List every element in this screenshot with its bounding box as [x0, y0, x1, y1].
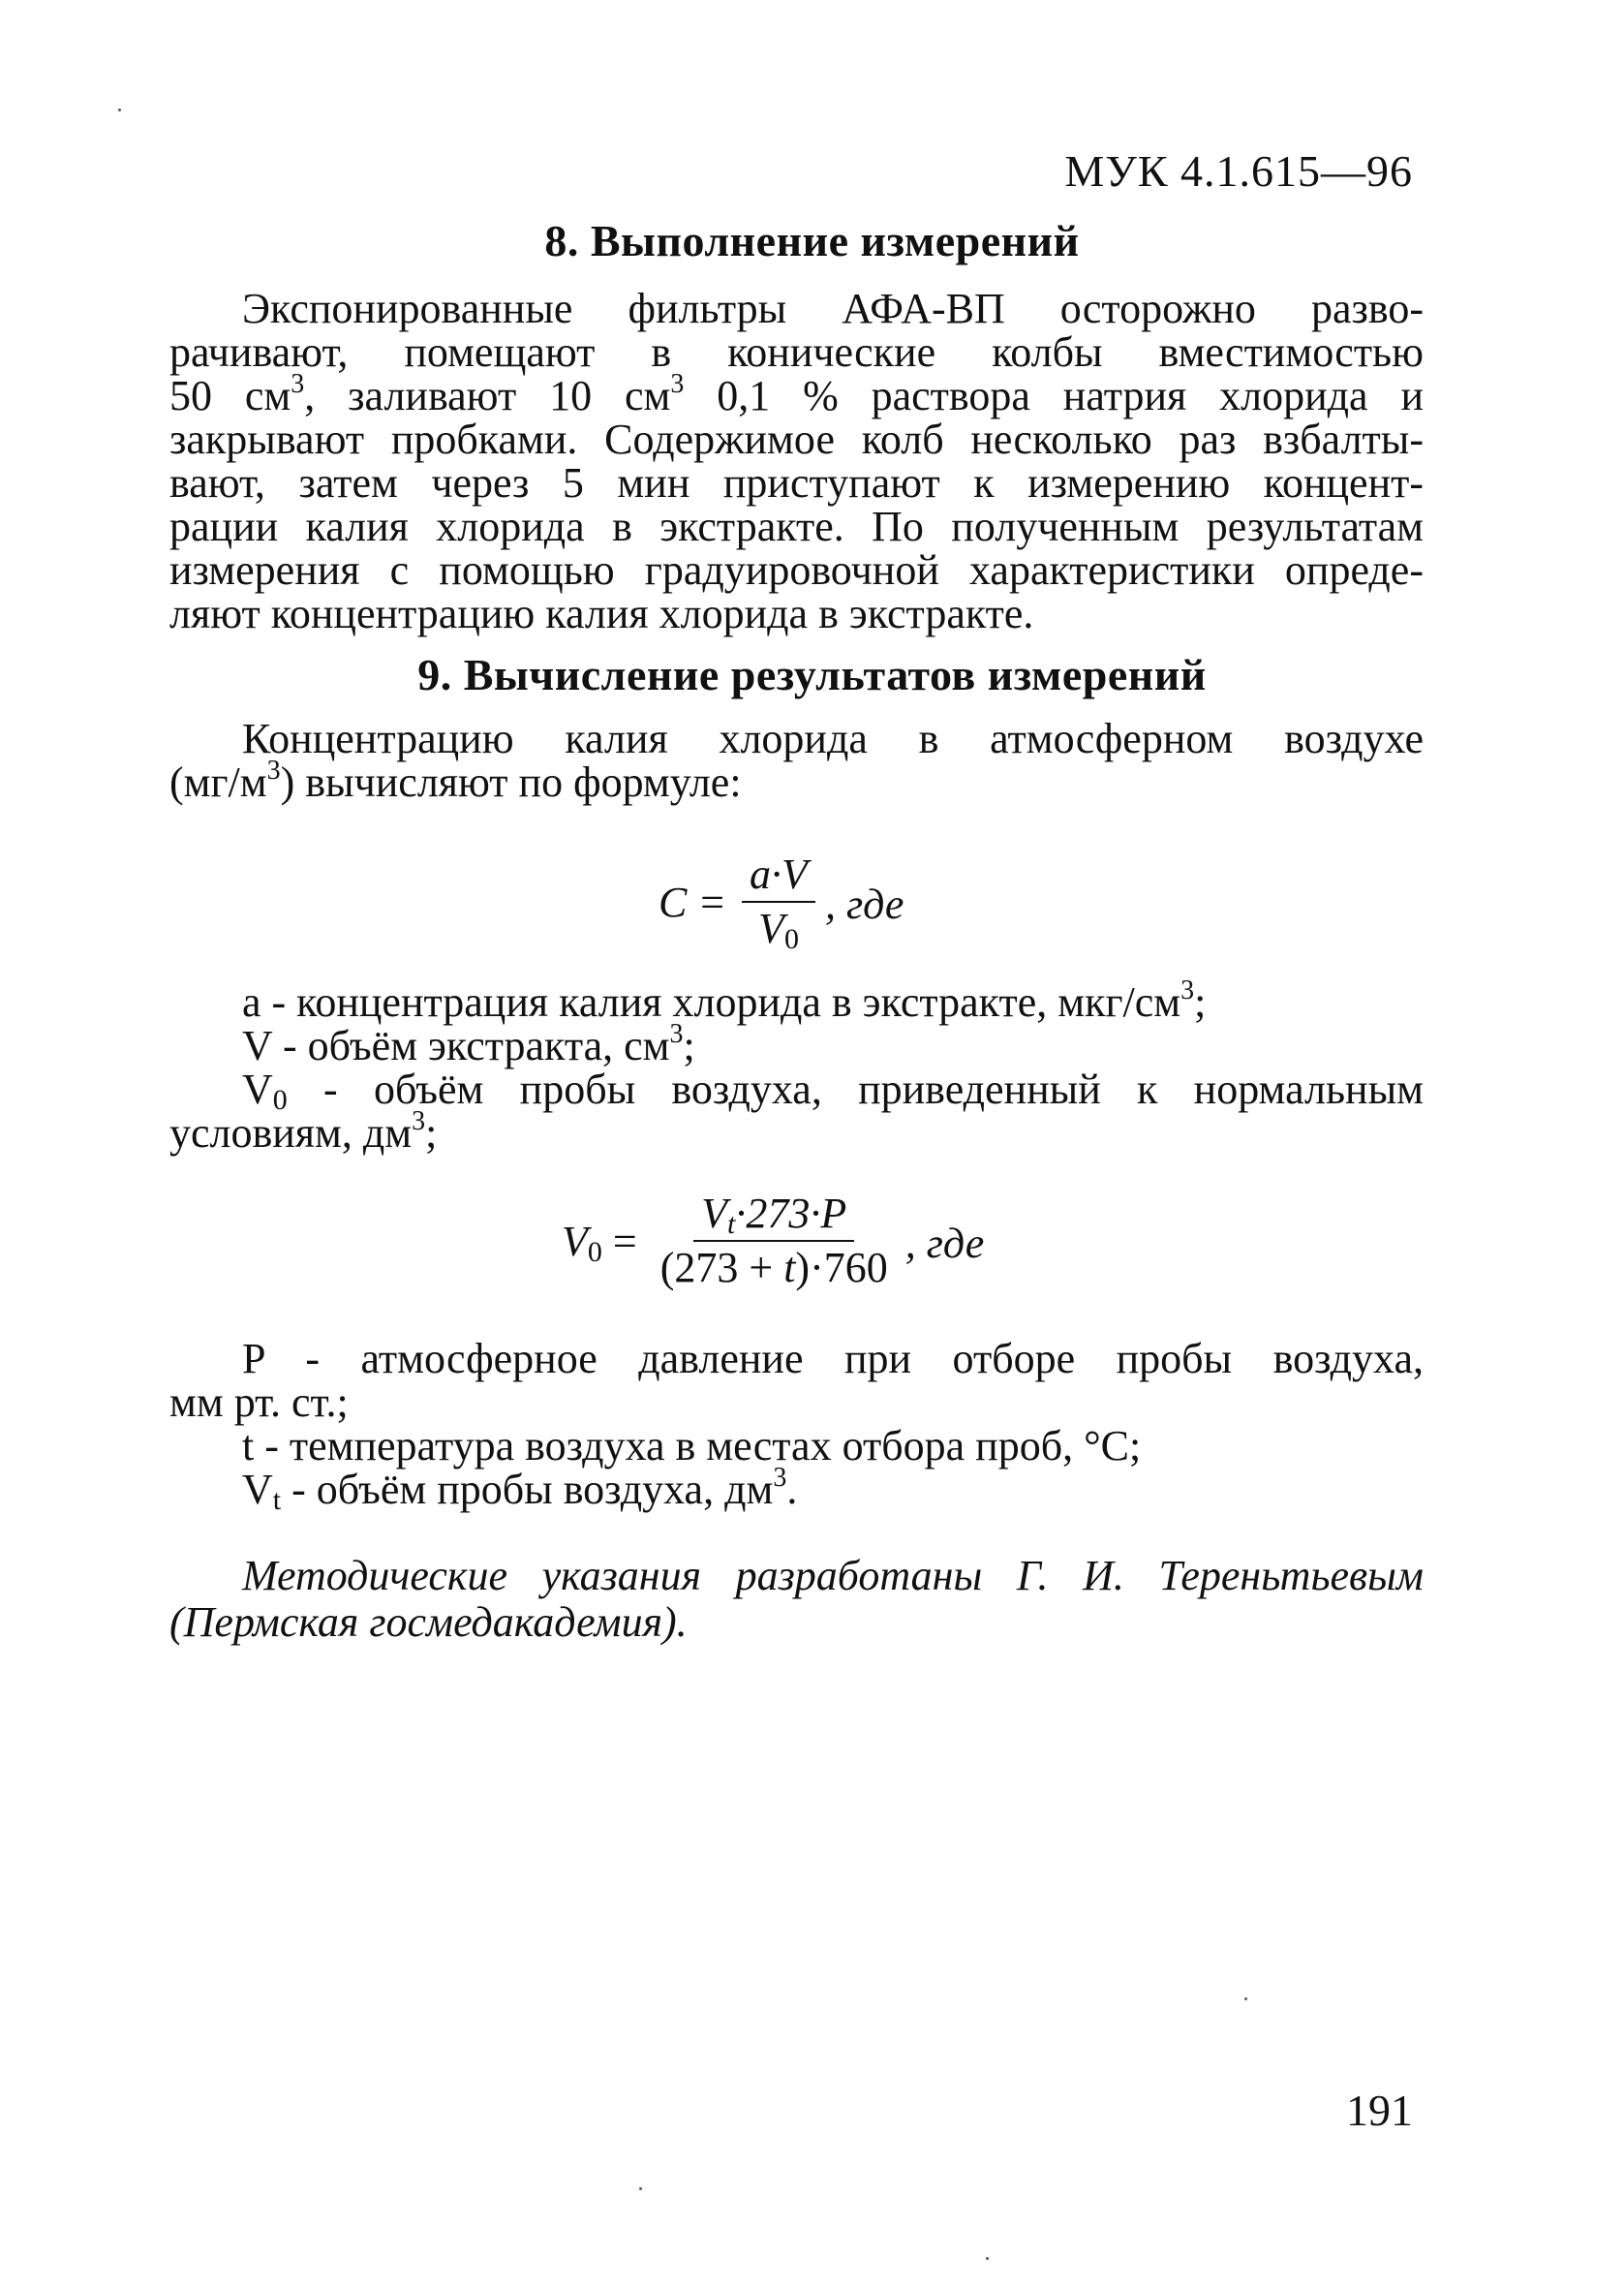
line-fragment: , заливают 10 см — [304, 372, 671, 419]
line-fragment: 0,1 % раствора натрия хлорида и — [684, 372, 1425, 419]
section-9-intro — [169, 717, 1424, 804]
definition-v — [169, 1019, 1424, 1069]
paragraph-line: рации калия хлорида в экстракте. По полученным результатам — [169, 503, 1424, 550]
definition-end: ; — [425, 1109, 438, 1157]
formula-fraction — [647, 1191, 902, 1290]
document-code: МУК 4.1.615—96 — [1064, 146, 1413, 196]
definition-end: ; — [1194, 978, 1207, 1026]
paragraph-line: рачивают, помещают в конические колбы вместимостью — [169, 328, 1424, 376]
definition-v0 — [169, 1066, 1424, 1116]
definition-end: ; — [683, 1022, 695, 1069]
definition-text: V - объём экстракта, см — [242, 1022, 670, 1069]
equals-sign: = — [601, 1217, 637, 1265]
definition-vt — [169, 1463, 1424, 1516]
superscript: 3 — [773, 1463, 787, 1493]
paragraph-line: вают, затем через 5 мин приступают к измерению концент- — [169, 459, 1424, 507]
definition-t: t - температура воздуха в местах отбора проб, °C; — [242, 1422, 1142, 1469]
definition-p: P - атмосферное давление при отборе пробы воздуха, — [242, 1335, 1424, 1382]
section-8-paragraph — [169, 287, 1424, 635]
paragraph-line: Концентрацию калия хлорида в атмосферном воздухе — [242, 715, 1424, 762]
section-9-title: 9. Вычисление результатов измерений — [417, 650, 1207, 699]
lhs-base: V — [562, 1217, 588, 1265]
line-fragment: ) вычисляют по формуле: — [280, 758, 742, 806]
definition-text: - объём пробы воздуха, дм — [281, 1466, 774, 1513]
paragraph-line — [169, 756, 1424, 806]
formula-denominator — [751, 903, 807, 955]
formula-tail: , где — [904, 1219, 985, 1267]
subscript: 0 — [272, 1084, 288, 1116]
denominator-base: V — [758, 905, 784, 952]
credit-line: Методические указания разработаны Г. И. Тереньтьевым — [242, 1552, 1424, 1599]
definition-v0-continued — [169, 1106, 1424, 1157]
paragraph-line: измерения с помощью градуировочной характеристики опреде- — [169, 546, 1424, 594]
subscript: 0 — [783, 923, 799, 955]
formula-row — [659, 851, 904, 955]
formula-tail: , где — [824, 880, 904, 928]
formula-1-definitions — [169, 975, 1424, 1157]
definition-p-continued: мм рт. ст.; — [169, 1378, 349, 1426]
formula-lhs — [562, 1217, 647, 1266]
superscript: 3 — [266, 756, 281, 786]
definition-text: - объём пробы воздуха, приведенный к нормальным — [287, 1066, 1424, 1113]
definition-symbol: V — [242, 1466, 273, 1513]
denominator-part: )·760 — [795, 1244, 888, 1291]
paragraph-line: закрывают пробками. Содержимое колб несколько раз взбалты- — [169, 416, 1424, 463]
page-number: 191 — [1346, 2086, 1413, 2135]
numerator-rest: ·273·P — [735, 1190, 847, 1237]
superscript: 3 — [669, 1019, 684, 1049]
credit-line: (Пермская госмедакадемия). — [169, 1598, 688, 1646]
formula-numerator: a·V — [742, 852, 815, 903]
formula-row — [562, 1191, 984, 1290]
definition-a — [169, 975, 1424, 1026]
denominator-variable: t — [783, 1244, 796, 1291]
superscript: 3 — [1180, 975, 1195, 1005]
line-fragment: (мг/м — [169, 758, 267, 806]
line-fragment: 50 см — [169, 372, 291, 419]
volume-normalization-formula — [562, 1191, 984, 1290]
denominator-part: (273 + — [659, 1244, 784, 1291]
paragraph-line: Экспонированные фильтры АФА-ВП осторожно разво- — [242, 285, 1424, 332]
formula-lhs: C = — [659, 878, 727, 926]
scan-speck — [639, 2187, 642, 2190]
formula-numerator — [693, 1191, 854, 1242]
scan-speck — [1244, 1997, 1247, 2000]
formula-2-definitions — [169, 1335, 1424, 1516]
section-8-title: 8. Выполнение измерений — [544, 216, 1080, 265]
scan-speck — [118, 108, 121, 111]
paragraph-line: ляют концентрацию калия хлорида в экстракте. — [169, 590, 1034, 637]
definition-text: условиям, дм — [169, 1109, 413, 1157]
numerator-base: V — [701, 1190, 728, 1237]
superscript: 3 — [412, 1106, 426, 1136]
formula-fraction — [736, 851, 821, 955]
paragraph-line — [169, 369, 1425, 419]
subscript: t — [272, 1484, 282, 1516]
subscript: 0 — [587, 1235, 602, 1268]
formula-denominator — [653, 1242, 896, 1290]
superscript: 3 — [670, 369, 685, 399]
authors-credit — [169, 1553, 1424, 1646]
definition-end: . — [786, 1466, 798, 1513]
concentration-formula — [659, 851, 904, 955]
superscript: 3 — [291, 369, 305, 399]
definition-symbol: V — [242, 1066, 273, 1113]
definition-text: a - концентрация калия хлорида в экстракте, мкг/см — [242, 978, 1181, 1026]
scan-speck — [986, 2257, 989, 2260]
subscript: t — [727, 1208, 736, 1240]
